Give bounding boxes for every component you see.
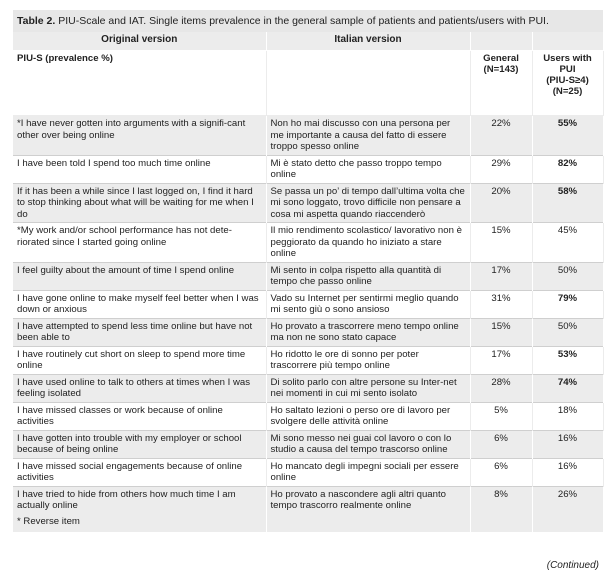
general-cell: 20% bbox=[470, 183, 532, 223]
users-header-line2: PUI bbox=[559, 64, 576, 75]
table-row bbox=[13, 458, 603, 486]
users-cell: 45% bbox=[532, 223, 603, 263]
table-row bbox=[13, 486, 603, 514]
users-cell: 53% bbox=[532, 346, 603, 374]
footnote: * Reverse item bbox=[13, 514, 266, 533]
continued-note: (Continued) bbox=[546, 560, 599, 571]
table-body bbox=[13, 116, 603, 514]
general-cell: 6% bbox=[470, 430, 532, 458]
users-header bbox=[532, 51, 603, 116]
italian-cell: Ho saltato lezioni o perso ore di lavoro per svolgere delle attività online bbox=[266, 402, 470, 430]
original-cell: I have tried to hide from others how much time I am actually online bbox=[13, 486, 266, 514]
table-label: Table 2. bbox=[17, 15, 56, 27]
original-cell: *My work and/or school performance has not dete-riorated since I started going online bbox=[13, 223, 266, 263]
general-cell: 17% bbox=[470, 346, 532, 374]
users-cell: 55% bbox=[532, 116, 603, 156]
original-cell: I have missed social engagements because of online activities bbox=[13, 458, 266, 486]
original-cell: I feel guilty about the amount of time I spend online bbox=[13, 262, 266, 290]
general-cell: 22% bbox=[470, 116, 532, 156]
italian-cell: Mi sono messo nei guai col lavoro o con lo studio a causa del tempo trascorso online bbox=[266, 430, 470, 458]
general-cell: 6% bbox=[470, 458, 532, 486]
users-header-line3: (PIU-S≥4) bbox=[546, 75, 589, 86]
italian-cell: Se passa un po’ di tempo dall’ultima volta che mi sono loggato, trovo difficile non pensare a cosa mi aspetta quando riaccenderò bbox=[266, 183, 470, 223]
italian-cell: Ho provato a nascondere agli altri quanto tempo trascorro realmente online bbox=[266, 486, 470, 514]
table-row bbox=[13, 116, 603, 156]
general-cell: 15% bbox=[470, 223, 532, 263]
italian-cell: Il mio rendimento scolastico/ lavorativo non è peggiorato da quando ho iniziato a stare online bbox=[266, 223, 470, 263]
general-cell: 29% bbox=[470, 155, 532, 183]
users-header-line1: Users with bbox=[543, 53, 592, 64]
users-cell: 50% bbox=[532, 262, 603, 290]
users-cell: 26% bbox=[532, 486, 603, 514]
original-cell: I have used online to talk to others at times when I was feeling isolated bbox=[13, 374, 266, 402]
subheader-empty bbox=[266, 51, 470, 116]
italian-cell: Non ho mai discusso con una persona per me importante a causa del fatto di essere troppo spesso online bbox=[266, 116, 470, 156]
subheader-row bbox=[13, 51, 603, 116]
original-cell: I have missed classes or work because of online activities bbox=[13, 402, 266, 430]
italian-cell: Mi è stato detto che passo troppo tempo online bbox=[266, 155, 470, 183]
table-row bbox=[13, 318, 603, 346]
table-row bbox=[13, 155, 603, 183]
header-empty-1 bbox=[470, 32, 532, 51]
users-cell: 82% bbox=[532, 155, 603, 183]
original-cell: I have been told I spend too much time online bbox=[13, 155, 266, 183]
original-cell: I have gone online to make myself feel better when I was down or anxious bbox=[13, 290, 266, 318]
italian-cell: Ho mancato degli impegni sociali per essere online bbox=[266, 458, 470, 486]
general-cell: 5% bbox=[470, 402, 532, 430]
users-cell: 16% bbox=[532, 430, 603, 458]
original-cell: If it has been a while since I last logged on, I find it hard to stop thinking about what will be waiting for me when I do bbox=[13, 183, 266, 223]
header-original: Original version bbox=[13, 32, 266, 51]
users-cell: 74% bbox=[532, 374, 603, 402]
table-caption bbox=[13, 10, 603, 32]
table-row bbox=[13, 262, 603, 290]
original-cell: *I have never gotten into arguments with a signifi-cant other over being online bbox=[13, 116, 266, 156]
users-cell: 16% bbox=[532, 458, 603, 486]
table-row bbox=[13, 346, 603, 374]
italian-cell: Vado su Internet per sentirmi meglio quando mi sento giù o sono ansioso bbox=[266, 290, 470, 318]
general-header-line2: (N=143) bbox=[483, 64, 519, 75]
general-cell: 31% bbox=[470, 290, 532, 318]
footnote-empty-1 bbox=[266, 514, 470, 533]
original-cell: I have gotten into trouble with my employer or school because of being online bbox=[13, 430, 266, 458]
header-empty-2 bbox=[532, 32, 603, 51]
piu-table bbox=[13, 32, 604, 533]
original-cell: I have routinely cut short on sleep to spend more time online bbox=[13, 346, 266, 374]
footnote-empty-2 bbox=[470, 514, 532, 533]
italian-cell: Mi sento in colpa rispetto alla quantità di tempo che passo online bbox=[266, 262, 470, 290]
general-cell: 8% bbox=[470, 486, 532, 514]
table-row bbox=[13, 223, 603, 263]
italian-cell: Ho ridotto le ore di sonno per poter trascorrere più tempo online bbox=[266, 346, 470, 374]
table-row bbox=[13, 183, 603, 223]
italian-cell: Di solito parlo con altre persone su Inter-net nei momenti in cui mi sento isolato bbox=[266, 374, 470, 402]
footnote-row bbox=[13, 514, 603, 533]
table-row bbox=[13, 402, 603, 430]
table-row bbox=[13, 430, 603, 458]
general-cell: 28% bbox=[470, 374, 532, 402]
italian-cell: Ho provato a trascorrere meno tempo online ma non ne sono stato capace bbox=[266, 318, 470, 346]
users-cell: 50% bbox=[532, 318, 603, 346]
table-row bbox=[13, 290, 603, 318]
footnote-empty-3 bbox=[532, 514, 603, 533]
header-italian: Italian version bbox=[266, 32, 470, 51]
header-row bbox=[13, 32, 603, 51]
general-header bbox=[470, 51, 532, 116]
table-row bbox=[13, 374, 603, 402]
section-title: PIU-S (prevalence %) bbox=[13, 51, 266, 116]
users-header-line4: (N=25) bbox=[552, 86, 583, 97]
users-cell: 58% bbox=[532, 183, 603, 223]
general-header-line1: General bbox=[483, 53, 519, 64]
table-caption-text: PIU-Scale and IAT. Single items prevalence in the general sample of patients and patients/users with PUI. bbox=[55, 15, 549, 27]
general-cell: 15% bbox=[470, 318, 532, 346]
original-cell: I have attempted to spend less time online but have not been able to bbox=[13, 318, 266, 346]
general-cell: 17% bbox=[470, 262, 532, 290]
users-cell: 18% bbox=[532, 402, 603, 430]
users-cell: 79% bbox=[532, 290, 603, 318]
